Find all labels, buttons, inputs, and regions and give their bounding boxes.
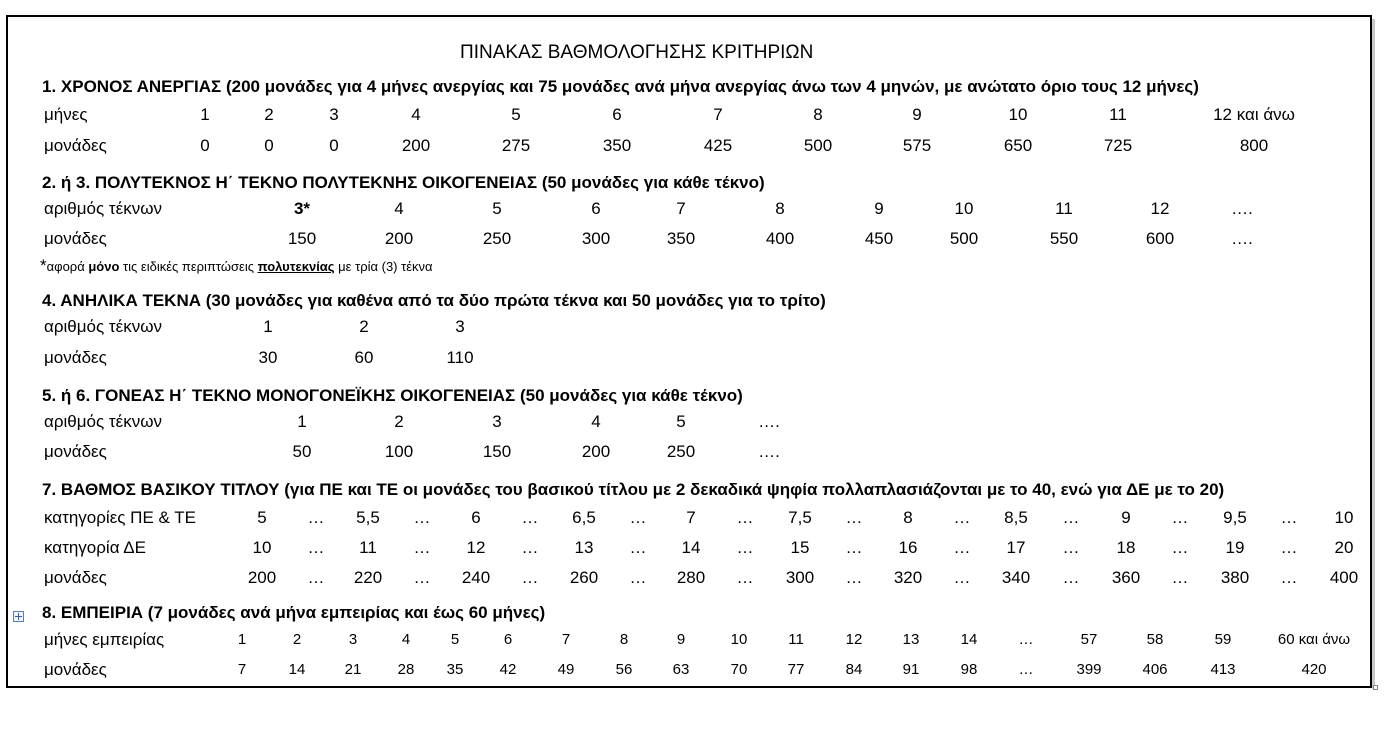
single-parent-children-cell: 1 <box>297 412 307 431</box>
degree-de-cell: 20 <box>1334 538 1354 557</box>
minor-children-cell: 3 <box>455 317 465 336</box>
ellipsis-separator: … <box>307 538 325 557</box>
criteria-table-frame <box>6 15 1372 688</box>
ellipsis-separator: … <box>1062 508 1080 527</box>
large-family-points-cell: 250 <box>482 229 512 248</box>
large-family-children-cell: 11 <box>1055 199 1073 218</box>
unemployment-month-cell: 6 <box>612 105 622 124</box>
single-parent-children-cell: 5 <box>676 412 686 431</box>
degree-pe-te-cell: 7 <box>686 508 696 527</box>
large-family-points-cell: 400 <box>765 229 795 248</box>
experience-month-cell: 2 <box>292 631 302 648</box>
single-parent-children-cell: …. <box>758 412 780 431</box>
ellipsis-separator: … <box>953 568 971 587</box>
large-family-points-cell: 600 <box>1145 229 1175 248</box>
unemployment-points-cell: 650 <box>1003 136 1033 155</box>
large-family-children-cell: 8 <box>775 199 785 218</box>
degree-pe-te-cell: 9,5 <box>1223 508 1247 527</box>
section-unemployment-heading: 1. ΧΡΟΝΟΣ ΑΝΕΡΓΙΑΣ (200 μονάδες για 4 μήνες ανεργίας και 75 μονάδες ανά μήνα ανεργίας άνω των 4 μηνών, με ανώτατο όριο τους 12 μήνες) <box>42 77 1199 96</box>
degree-pe-te-cell: 8 <box>903 508 913 527</box>
single-parent-children-cell: 2 <box>394 412 404 431</box>
degree-de-cell: 14 <box>681 538 701 557</box>
unemployment-month-cell: 8 <box>813 105 823 124</box>
large-family-points-cell: 450 <box>864 229 894 248</box>
experience-month-cell: 13 <box>902 631 920 648</box>
degree-de-cell: 10 <box>252 538 272 557</box>
unemployment-month-cell: 1 <box>200 105 210 124</box>
ellipsis-separator: … <box>521 508 539 527</box>
experience-points-cell: 42 <box>499 661 517 678</box>
large-family-children-cell: 3* <box>293 199 311 218</box>
experience-month-cell: 8 <box>619 631 629 648</box>
ellipsis-separator: … <box>629 538 647 557</box>
ellipsis-separator: … <box>1062 538 1080 557</box>
experience-points-cell: 49 <box>557 661 575 678</box>
ellipsis-separator: … <box>736 568 754 587</box>
unemployment-months-label: μήνες <box>44 105 88 124</box>
ellipsis-separator: … <box>845 508 863 527</box>
degree-pe-te-cell: 10 <box>1334 508 1354 527</box>
unemployment-month-cell: 7 <box>713 105 723 124</box>
degree-points-cell: 220 <box>353 568 383 587</box>
experience-points-cell: 7 <box>237 661 247 678</box>
ellipsis-separator: … <box>845 568 863 587</box>
unemployment-points-cell: 0 <box>264 136 274 155</box>
large-family-children-cell: 5 <box>492 199 502 218</box>
degree-points-cell: 380 <box>1220 568 1250 587</box>
experience-points-cell: 406 <box>1142 661 1168 678</box>
ellipsis-separator: … <box>1280 508 1298 527</box>
unemployment-points-cell: 425 <box>703 136 733 155</box>
experience-month-cell: 3 <box>348 631 358 648</box>
ellipsis-separator: … <box>736 538 754 557</box>
experience-month-cell: 58 <box>1146 631 1164 648</box>
degree-points-cell: 360 <box>1111 568 1141 587</box>
experience-month-cell: 59 <box>1214 631 1232 648</box>
degree-de-cell: 11 <box>359 538 377 557</box>
minor-points-cell: 60 <box>354 348 374 367</box>
experience-points-cell: 70 <box>730 661 748 678</box>
experience-points-cell: 420 <box>1301 661 1327 678</box>
ellipsis-separator: … <box>1280 538 1298 557</box>
unemployment-month-cell: 10 <box>1008 105 1028 124</box>
unemployment-month-cell: 11 <box>1109 105 1127 124</box>
experience-month-cell: 4 <box>401 631 411 648</box>
experience-points-cell: 63 <box>672 661 690 678</box>
ellipsis-separator: … <box>521 538 539 557</box>
large-family-children-cell: 6 <box>591 199 601 218</box>
experience-month-cell: 7 <box>561 631 571 648</box>
single-parent-points-cell: 250 <box>666 442 696 461</box>
unemployment-points-cell: 200 <box>401 136 431 155</box>
degree-points-cell: 300 <box>785 568 815 587</box>
single-parent-points-cell: 150 <box>482 442 512 461</box>
frame-shadow <box>1372 19 1375 689</box>
ellipsis-separator: … <box>1171 568 1189 587</box>
ellipsis-separator: … <box>413 508 431 527</box>
degree-points-cell: 240 <box>461 568 491 587</box>
experience-month-cell: 9 <box>676 631 686 648</box>
single-parent-children-label: αριθμός τέκνων <box>44 412 162 431</box>
ellipsis-separator: … <box>953 508 971 527</box>
large-family-children-cell: 7 <box>676 199 686 218</box>
large-family-children-cell: 12 <box>1150 199 1170 218</box>
large-family-footnote <box>40 257 433 274</box>
minor-points-label: μονάδες <box>44 348 107 367</box>
unemployment-points-cell: 575 <box>902 136 932 155</box>
table-resize-handle[interactable] <box>1373 685 1378 690</box>
unemployment-month-cell: 12 και άνω <box>1213 105 1295 124</box>
degree-de-cell: 13 <box>574 538 594 557</box>
experience-month-cell: … <box>1018 631 1034 648</box>
unemployment-month-cell: 2 <box>264 105 274 124</box>
single-parent-points-cell: 100 <box>384 442 414 461</box>
degree-pe-te-cell: 7,5 <box>788 508 812 527</box>
experience-points-cell: 56 <box>615 661 633 678</box>
large-family-points-cell: 350 <box>666 229 696 248</box>
degree-points-label: μονάδες <box>44 568 107 587</box>
large-family-children-label: αριθμός τέκνων <box>44 199 162 218</box>
ellipsis-separator: … <box>736 508 754 527</box>
footnote-part1: αφορά <box>46 259 89 274</box>
ellipsis-separator: … <box>1171 508 1189 527</box>
experience-points-cell: 35 <box>446 661 464 678</box>
experience-points-cell: 77 <box>787 661 805 678</box>
experience-months-label: μήνες εμπειρίας <box>44 630 165 649</box>
degree-de-cell: 12 <box>466 538 486 557</box>
experience-points-cell: 413 <box>1210 661 1236 678</box>
degree-pe-te-cell: 9 <box>1121 508 1131 527</box>
experience-points-cell: 98 <box>960 661 978 678</box>
footnote-part2: τις ειδικές περιπτώσεις <box>119 259 258 274</box>
large-family-points-label: μονάδες <box>44 229 107 248</box>
large-family-points-cell: …. <box>1231 229 1253 248</box>
degree-de-cell: 16 <box>898 538 918 557</box>
degree-pe-te-cell: 6,5 <box>572 508 596 527</box>
ellipsis-separator: … <box>521 568 539 587</box>
minor-points-cell: 110 <box>446 348 474 367</box>
ellipsis-separator: … <box>413 538 431 557</box>
minor-children-cell: 2 <box>359 317 369 336</box>
experience-month-cell: 12 <box>845 631 863 648</box>
ellipsis-separator: … <box>845 538 863 557</box>
section-experience-heading: 8. ΕΜΠΕΙΡΙΑ (7 μονάδες ανά μήνα εμπειρίας και έως 60 μήνες) <box>42 603 546 622</box>
experience-month-cell: 6 <box>503 631 513 648</box>
single-parent-children-cell: 3 <box>492 412 502 431</box>
ellipsis-separator: … <box>1171 538 1189 557</box>
large-family-children-cell: 9 <box>874 199 884 218</box>
large-family-points-cell: 200 <box>384 229 414 248</box>
degree-pe-te-cell: 6 <box>471 508 481 527</box>
section-single-parent-heading: 5. ή 6. ΓΟΝΕΑΣ Η΄ ΤΕΚΝΟ ΜΟΝΟΓΟΝΕΪΚΗΣ ΟΙΚΟΓΕΝΕΙΑΣ (50 μονάδες για κάθε τέκνο) <box>42 386 743 405</box>
ellipsis-separator: … <box>1062 568 1080 587</box>
page-title: ΠΙΝΑΚΑΣ ΒΑΘΜΟΛΟΓΗΣΗΣ ΚΡΙΤΗΡΙΩΝ <box>460 42 814 63</box>
large-family-points-cell: 550 <box>1049 229 1079 248</box>
experience-month-cell: 60 και άνω <box>1277 631 1351 648</box>
degree-de-cell: 15 <box>790 538 810 557</box>
minor-points-cell: 30 <box>258 348 278 367</box>
experience-month-cell: 1 <box>237 631 247 648</box>
section-minor-children-heading: 4. ΑΝΗΛΙΚΑ ΤΕΚΝΑ (30 μονάδες για καθένα από τα δύο πρώτα τέκνα και 50 μονάδες για το τρίτο) <box>42 291 826 310</box>
unemployment-month-cell: 9 <box>912 105 922 124</box>
footnote-bold: μόνο <box>88 259 120 274</box>
degree-points-cell: 260 <box>569 568 599 587</box>
ellipsis-separator: … <box>953 538 971 557</box>
experience-points-cell: 84 <box>845 661 863 678</box>
minor-children-label: αριθμός τέκνων <box>44 317 162 336</box>
ellipsis-separator: … <box>413 568 431 587</box>
experience-points-cell: 91 <box>902 661 920 678</box>
experience-month-cell: 14 <box>960 631 978 648</box>
experience-points-cell: 21 <box>344 661 362 678</box>
large-family-children-cell: …. <box>1231 199 1253 218</box>
experience-points-cell: 14 <box>288 661 306 678</box>
single-parent-points-label: μονάδες <box>44 442 107 461</box>
single-parent-points-cell: 200 <box>581 442 611 461</box>
large-family-children-cell: 4 <box>394 199 404 218</box>
degree-points-cell: 320 <box>893 568 923 587</box>
degree-de-cell: 19 <box>1225 538 1245 557</box>
ellipsis-separator: … <box>1280 568 1298 587</box>
degree-de-cell: 17 <box>1006 538 1026 557</box>
unemployment-month-cell: 4 <box>411 105 421 124</box>
unemployment-points-cell: 725 <box>1103 136 1133 155</box>
unemployment-points-cell: 350 <box>602 136 632 155</box>
unemployment-points-cell: 500 <box>803 136 833 155</box>
experience-month-cell: 11 <box>788 631 804 648</box>
degree-pe-te-cell: 5 <box>257 508 267 527</box>
degree-points-cell: 340 <box>1001 568 1031 587</box>
minor-children-cell: 1 <box>263 317 273 336</box>
degree-de-label: κατηγορία ΔΕ <box>44 538 146 557</box>
large-family-points-cell: 500 <box>949 229 979 248</box>
experience-points-label: μονάδες <box>44 660 107 679</box>
unemployment-month-cell: 3 <box>329 105 339 124</box>
table-move-handle-icon[interactable] <box>13 611 24 622</box>
single-parent-points-cell: 50 <box>292 442 312 461</box>
unemployment-points-label: μονάδες <box>44 136 107 155</box>
experience-points-cell: 399 <box>1076 661 1102 678</box>
large-family-points-cell: 300 <box>581 229 611 248</box>
footnote-star: * <box>40 256 47 275</box>
degree-points-cell: 400 <box>1329 568 1359 587</box>
footnote-part3: με τρία (3) τέκνα <box>334 259 433 274</box>
degree-pe-te-label: κατηγορίες ΠΕ & ΤΕ <box>44 508 197 527</box>
experience-month-cell: 5 <box>450 631 460 648</box>
ellipsis-separator: … <box>629 508 647 527</box>
ellipsis-separator: … <box>307 568 325 587</box>
degree-pe-te-cell: 5,5 <box>356 508 380 527</box>
experience-month-cell: 10 <box>730 631 748 648</box>
degree-points-cell: 280 <box>676 568 706 587</box>
unemployment-points-cell: 0 <box>200 136 210 155</box>
degree-pe-te-cell: 8,5 <box>1004 508 1028 527</box>
experience-month-cell: 57 <box>1080 631 1098 648</box>
large-family-points-cell: 150 <box>287 229 317 248</box>
single-parent-points-cell: …. <box>758 442 780 461</box>
footnote-underlined: πολυτεκνίας <box>257 259 335 274</box>
unemployment-month-cell: 5 <box>511 105 521 124</box>
single-parent-children-cell: 4 <box>591 412 601 431</box>
degree-points-cell: 200 <box>247 568 277 587</box>
section-large-family-heading: 2. ή 3. ΠΟΛΥΤΕΚΝΟΣ Η΄ ΤΕΚΝΟ ΠΟΛΥΤΕΚΝΗΣ ΟΙΚΟΓΕΝΕΙΑΣ (50 μονάδες για κάθε τέκνο) <box>42 173 765 192</box>
experience-points-cell: … <box>1018 661 1034 678</box>
unemployment-points-cell: 275 <box>501 136 531 155</box>
unemployment-points-cell: 0 <box>329 136 339 155</box>
experience-points-cell: 28 <box>397 661 415 678</box>
ellipsis-separator: … <box>307 508 325 527</box>
degree-de-cell: 18 <box>1116 538 1136 557</box>
large-family-children-cell: 10 <box>954 199 974 218</box>
unemployment-points-cell: 800 <box>1239 136 1269 155</box>
ellipsis-separator: … <box>629 568 647 587</box>
section-degree-grade-heading: 7. ΒΑΘΜΟΣ ΒΑΣΙΚΟΥ ΤΙΤΛΟΥ (για ΠΕ και ΤΕ οι μονάδες του βασικού τίτλου με 2 δεκαδικά ψηφία πολλαπλασιάζονται με το 40, ενώ για ΔΕ με το 20) <box>42 480 1225 499</box>
